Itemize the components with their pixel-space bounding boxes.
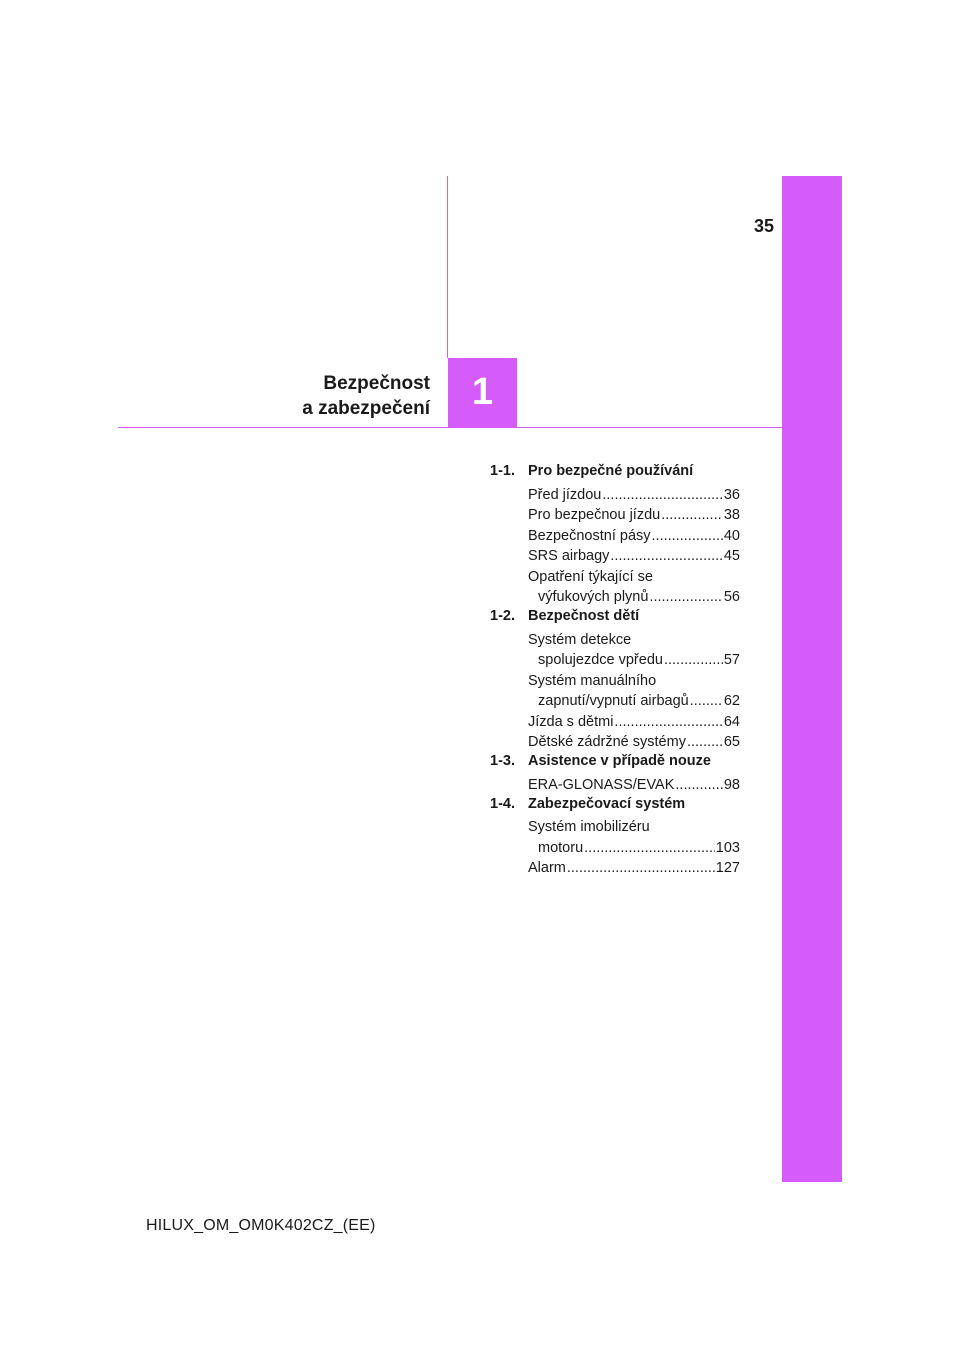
- toc-entry-line: [528, 835, 740, 856]
- toc-entry-line: [528, 668, 740, 689]
- toc-entry-title: SRS airbagy: [528, 548, 610, 564]
- toc-entry-title: Dětské zádržné systémy: [528, 734, 686, 750]
- toc-entry-line: [528, 689, 740, 710]
- toc-dot-leader: [690, 693, 723, 709]
- toc-entry-line: [528, 503, 740, 524]
- toc-entry[interactable]: [528, 815, 740, 856]
- toc-entry-line: [528, 772, 740, 793]
- toc-entry-page: 103: [715, 839, 740, 856]
- toc-entry-page: 38: [723, 507, 740, 523]
- toc-section-heading[interactable]: [490, 793, 740, 815]
- toc-entry-title: Jízda s dětmi: [528, 713, 614, 730]
- toc-entry[interactable]: [528, 564, 740, 605]
- toc-entry[interactable]: [528, 730, 740, 751]
- toc-section-title: Pro bezpečné používání: [528, 463, 694, 479]
- header-horizontal-rule: [118, 427, 782, 428]
- toc-entry-title: Alarm: [528, 860, 566, 876]
- toc-section-number: 1-2.: [490, 608, 515, 624]
- toc-entry-title: Systém manuálního: [528, 672, 657, 689]
- toc-dot-leader: [610, 548, 722, 564]
- toc-entry[interactable]: [528, 523, 740, 544]
- chapter-title-line2: a zabezpečení: [302, 398, 430, 419]
- toc-entry-page: 36: [723, 486, 740, 503]
- toc-section-heading[interactable]: [490, 460, 740, 482]
- toc-section-heading[interactable]: [490, 750, 740, 772]
- toc-entry[interactable]: [528, 482, 740, 503]
- toc-section-heading[interactable]: [490, 605, 740, 627]
- toc-entry[interactable]: [528, 709, 740, 730]
- chapter-title-line1: Bezpečnost: [323, 373, 430, 394]
- toc-dot-leader: [602, 487, 723, 503]
- toc-entry[interactable]: [528, 503, 740, 524]
- toc-entry-page: 45: [723, 548, 740, 564]
- document-footer: HILUX_OM_OM0K402CZ_(EE): [146, 1217, 376, 1234]
- toc-entry-line: [528, 627, 740, 648]
- toc-entry-line: [528, 815, 740, 836]
- toc-dot-leader: [675, 777, 722, 793]
- toc-entry-line: [528, 544, 740, 565]
- toc-entry[interactable]: [528, 544, 740, 565]
- toc-entry-page: 57: [723, 652, 740, 668]
- table-of-contents: [490, 460, 740, 876]
- toc-entry-page: 56: [723, 589, 740, 605]
- chapter-side-tab: [782, 176, 842, 1182]
- toc-entry-title: Před jízdou: [528, 486, 602, 503]
- toc-entry[interactable]: [528, 856, 740, 877]
- toc-entry-title: Systém imobilizéru: [528, 819, 650, 835]
- toc-entry-page: 64: [723, 713, 740, 730]
- page-number: 35: [753, 216, 774, 236]
- toc-section-number: 1-4.: [490, 795, 515, 812]
- toc-entry-line: [528, 856, 740, 877]
- toc-dot-leader: [584, 840, 715, 856]
- toc-dot-leader: [661, 507, 723, 523]
- toc-entry-line: [528, 585, 740, 606]
- toc-section-number: 1-3.: [490, 753, 515, 769]
- toc-entry-title: Bezpečnostní pásy: [528, 527, 651, 544]
- toc-dot-leader: [649, 589, 722, 605]
- toc-entry-page: 98: [723, 776, 740, 793]
- toc-entry-line: [528, 730, 740, 751]
- toc-entry-line: [528, 709, 740, 730]
- toc-entry-line: [528, 482, 740, 503]
- toc-dot-leader: [567, 860, 715, 876]
- toc-entry-page: 40: [723, 527, 740, 544]
- toc-entry-title: výfukových plynů: [538, 589, 649, 605]
- toc-entry-page: 62: [723, 693, 740, 709]
- toc-section-title: Asistence v případě nouze: [528, 753, 711, 769]
- toc-dot-leader: [652, 528, 723, 544]
- toc-entry-title: Pro bezpečnou jízdu: [528, 507, 661, 523]
- chapter-number: 1: [471, 371, 494, 413]
- toc-entry-title: ERA-GLONASS/EVAK: [528, 776, 675, 793]
- toc-entry-title: Opatření týkající se: [528, 568, 653, 585]
- toc-section-title: Zabezpečovací systém: [528, 795, 686, 812]
- toc-dot-leader: [664, 652, 723, 668]
- toc-entry-title: Systém detekce: [528, 631, 632, 648]
- toc-entry[interactable]: [528, 668, 740, 709]
- toc-entry-title: motoru: [538, 839, 584, 856]
- toc-entry[interactable]: [528, 772, 740, 793]
- toc-section-title: Bezpečnost dětí: [528, 608, 640, 624]
- toc-entry-line: [528, 523, 740, 544]
- toc-entry[interactable]: [528, 627, 740, 668]
- toc-entry-page: 65: [723, 734, 740, 750]
- chapter-number-box: [448, 358, 517, 427]
- toc-entry-line: [528, 564, 740, 585]
- toc-entry-page: 127: [715, 860, 740, 876]
- chapter-title: [302, 371, 430, 421]
- toc-entry-title: zapnutí/vypnutí airbagů: [538, 693, 689, 709]
- toc-dot-leader: [614, 714, 722, 730]
- toc-section-number: 1-1.: [490, 463, 515, 479]
- header-vertical-rule: [447, 176, 448, 358]
- toc-dot-leader: [687, 734, 723, 750]
- toc-entry-line: [528, 648, 740, 669]
- toc-entry-title: spolujezdce vpředu: [538, 652, 663, 668]
